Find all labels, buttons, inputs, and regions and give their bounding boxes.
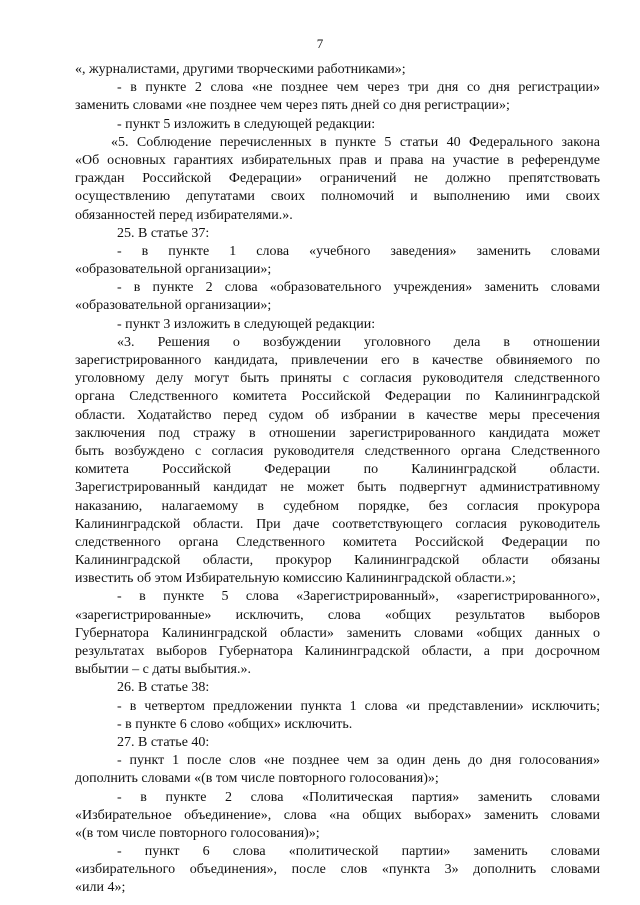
text-line: зарегистрированного кандидата, привлечении его в качестве обвиняемого по (75, 353, 600, 368)
text-line: области. Ходатайство перед судом об избрании в качестве меры пресечения (75, 407, 600, 423)
text-line: следственного органа Следственного комитета Российской Федерации по (75, 534, 600, 550)
text-line: «избирательного объединения», после слов «пункта 3» дополнить словами (75, 862, 600, 878)
text-line: «Об основных гарантиях избирательных прав и права на участие в референдуме (75, 152, 600, 168)
text-line: - пункт 6 слова «политической партии» заменить словами (117, 844, 600, 860)
text-line: результатах выборов Губернатора Калининградской области, а при досрочном (75, 644, 600, 659)
text-line: 25. В статье 37: (117, 225, 210, 241)
text-line: - пункт 5 изложить в следующей редакции: (117, 116, 376, 132)
text-line: «образовательной организации»; (75, 262, 272, 278)
text-line: «, журналистами, другими творческими работниками»; (75, 62, 406, 77)
text-line: - в пункте 5 слова «Зарегистрированный», «зарегистрированного», (117, 589, 600, 605)
text-line: «(в том числе повторного голосования)»; (75, 825, 320, 841)
text-line: - в пункте 2 слова «Политическая партия» заменить словами (117, 789, 600, 805)
text-line: - в пункте 2 слова «образовательного учреждения» заменить словами (117, 280, 600, 296)
text-line: - пункт 1 после слов «не позднее чем за один день до дня голосования» (117, 753, 600, 769)
text-line: быть возбуждено с согласия руководителя следственного органа Следственного (75, 443, 600, 459)
text-line: дополнить словами «(в том числе повторного голосования)»; (75, 771, 439, 787)
text-line: - в пункте 2 слова «не позднее чем через три дня со дня регистрации» (117, 80, 600, 96)
text-line: выбытии – с даты выбытия.». (75, 662, 251, 678)
text-line: наказанию, налагаемому в судебном порядке, без согласия прокурора (75, 498, 600, 514)
text-line: известить об этом Избирательную комиссию Калининградской области.»; (75, 571, 516, 587)
text-line: Калининградской области, прокурор Калининградской области обязаны (75, 553, 600, 569)
page-number: 7 (316, 36, 324, 51)
text-line: комитета Российской Федерации по Калининградской области. (75, 462, 600, 478)
text-line: «Избирательное объединение», слова «на общих выборах» заменить словами (75, 807, 600, 823)
text-line: заменить словами «не позднее чем через пять дней со дня регистрации»; (75, 98, 510, 114)
text-line: «или 4»; (75, 880, 126, 896)
text-line: обязанностей перед избирателями.». (75, 207, 293, 223)
text-line: заключения под стражу в отношении зарегистрированного кандидата может (75, 425, 600, 441)
document-body (75, 61, 600, 898)
text-line: «зарегистрированные» исключить, слова «общих результатов выборов (75, 607, 600, 623)
text-line: - в четвертом предложении пункта 1 слова «и представлении» исключить; (117, 698, 600, 714)
text-line: 27. В статье 40: (117, 734, 210, 750)
text-line: «образовательной организации»; (75, 298, 272, 314)
text-line: Калининградской области. При даче соответствующего согласия руководитель (75, 516, 600, 532)
text-line: «3. Решения о возбуждении уголовного дела в отношении (117, 334, 600, 350)
text-line: граждан Российской Федерации» ограничений не должно препятствовать (75, 171, 600, 187)
text-line: - в пункте 6 слово «общих» исключить. (117, 716, 353, 732)
text-line: органа Следственного комитета Российской Федерации по Калининградской (75, 389, 600, 405)
text-line: 26. В статье 38: (117, 680, 210, 696)
text-line: осуществлению депутатами своих полномочий и выполнению ими своих (75, 189, 600, 205)
text-line: - в пункте 1 слова «учебного заведения» заменить словами (117, 243, 600, 259)
text-line: - пункт 3 изложить в следующей редакции: (117, 316, 376, 332)
text-line: Зарегистрированный кандидат не может быть подвергнут административному (75, 480, 600, 496)
text-line: «5. Соблюдение перечисленных в пункте 5 статьи 40 Федерального закона (111, 134, 600, 150)
text-line: Губернатора Калининградской области» заменить словами «общих данных о (75, 625, 600, 641)
text-line: уголовному делу могут быть приняты с согласия руководителя следственного (75, 371, 600, 387)
